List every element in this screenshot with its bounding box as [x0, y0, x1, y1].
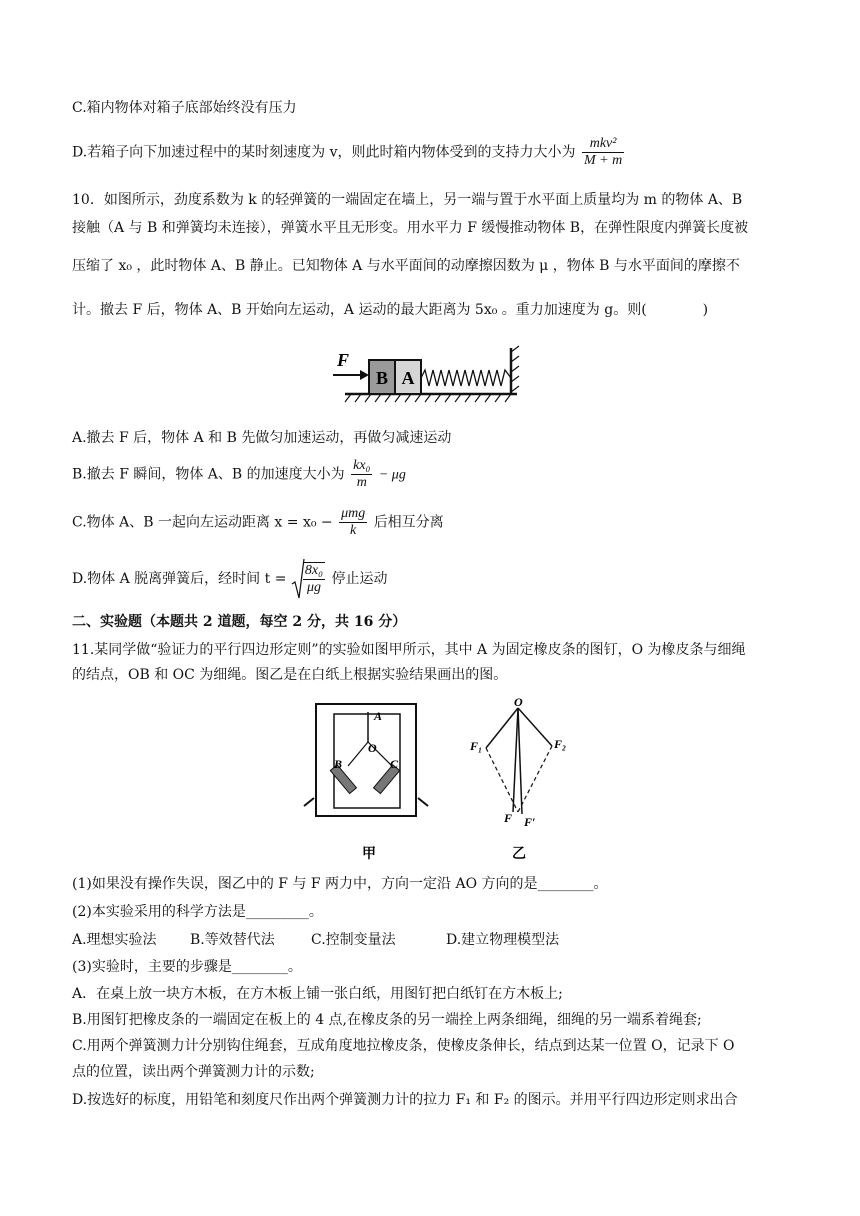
fig2-label-f1: F₁: [470, 739, 483, 753]
fig2-label-f: F: [504, 811, 513, 825]
q10-option-b: [72, 458, 406, 491]
fig1-label-a: A: [401, 368, 415, 388]
fig1-label-b: B: [375, 368, 389, 388]
q10c-numerator: μmg: [341, 506, 366, 521]
q9-option-d-text: D.若箱子向下加速过程中的某时刻速度为 v，则此时箱内物体受到的支持力大小为: [72, 144, 576, 161]
q10b-numerator: kx₀: [353, 458, 371, 473]
q11-sub-3: (3)实验时，主要的步骤是________。: [72, 959, 302, 975]
fig2-caption-jia: 甲: [362, 847, 376, 862]
step-a: A．在桌上放一块方木板，在方木板上铺一张白纸，用图钉把白纸钉在方木板上;: [72, 986, 563, 1002]
q10d-denominator: μg: [306, 580, 321, 595]
step-b: B.用图钉把橡皮条的一端固定在板上的 4 点,在橡皮条的另一端拴上两条细绳，细绳的另一端系着绳套;: [72, 1012, 702, 1028]
q10-line-1: 10．如图所示，劲度系数为 k 的轻弹簧的一端固定在墙上，另一端与置于水平面上质量均为 m 的物体 A、B: [72, 192, 743, 208]
q9d-numerator: mkv²: [582, 136, 624, 153]
q10-line-4-text: 计。撤去 F 后，物体 A、B 开始向左运动，A 运动的最大距离为 5x₀ 。重力加速度为 g。则(: [72, 302, 647, 318]
q10b-fraction: [351, 458, 372, 491]
option-d: D.建立物理模型法: [446, 932, 560, 948]
q10-line-2: 接触（A 与 B 和弹簧均未连接），弹簧水平且无形变。用水平力 F 缓慢推动物体 B，在弹性限度内弹簧长度被: [72, 220, 749, 236]
q10d-numerator: 8x₀: [304, 563, 323, 578]
q10c-suffix: 后相互分离: [373, 514, 444, 531]
fig2-label-f2: F₂: [554, 737, 567, 751]
q9d-denominator: M + m: [584, 153, 623, 168]
q9-option-d: [72, 136, 626, 169]
q10-option-c-text: C.物体 A、B 一起向左运动距离 x = x₀ −: [72, 514, 333, 531]
q10d-fraction: [303, 562, 325, 596]
q10-option-c: [72, 506, 444, 539]
q10-option-d: [72, 558, 387, 600]
option-b: B.等效替代法: [190, 932, 275, 948]
fig2-label-fprime: F′: [524, 815, 536, 829]
figure-force-experiment: [296, 696, 586, 866]
section-2-heading: 二、实验题（本题共 2 道题，每空 2 分，共 16 分）: [72, 614, 407, 630]
q10-option-d-text: D.物体 A 脱离弹簧后，经时间 t =: [72, 571, 287, 587]
q10-line-3: 压缩了 x₀ ，此时物体 A、B 静止。已知物体 A 与水平面间的动摩擦因数为 μ ，物体 B 与水平面间的摩擦不: [72, 258, 740, 274]
q10c-denominator: k: [350, 523, 357, 538]
q9d-fraction: [582, 136, 624, 169]
q11-line-2: 的结点，OB 和 OC 为细绳。图乙是在白纸上根据实验结果画出的图。: [72, 667, 508, 683]
step-d: D.按选好的标度，用铅笔和刻度尺作出两个弹簧测力计的拉力 F₁ 和 F₂ 的图示。并用平行四边形定则求出合: [72, 1092, 738, 1108]
fig2-label-b: B: [334, 757, 343, 771]
fig1-label-f: F: [337, 350, 350, 370]
figure-spring-blocks: [325, 342, 525, 408]
q10b-term: − μg: [378, 467, 406, 483]
q10-option-b-text: B.撤去 F 瞬间，物体 A、B 的加速度大小为: [72, 466, 345, 483]
step-c-line-1: C.用两个弹簧测力计分别钩住绳套，互成角度地拉橡皮条，使橡皮条伸长，结点到达某一位置 O，记录下 O: [72, 1038, 735, 1054]
q11-sub-1: (1)如果没有操作失误，图乙中的 F 与 F 两力中，方向一定沿 AO 方向的是________。: [72, 876, 608, 892]
q10-option-a: A.撤去 F 后，物体 A 和 B 先做匀加速运动，再做匀减速运动: [72, 430, 452, 446]
q10-close-paren: ): [702, 302, 709, 318]
q11-options: [72, 930, 559, 950]
fig2-label-o: O: [368, 741, 377, 755]
fig2-caption-yi: 乙: [512, 847, 526, 862]
q10c-fraction: [339, 506, 367, 539]
option-c: C.控制变量法: [311, 932, 396, 948]
fig2-label-o2: O: [514, 696, 523, 709]
q11-line-1: 11.某同学做“验证力的平行四边形定则”的实验如图甲所示，其中 A 为固定橡皮条的图钉，O 为橡皮条与细绳: [72, 642, 746, 658]
q10b-denominator: m: [356, 475, 367, 490]
q9-option-c: C.箱内物体对箱子底部始终没有压力: [72, 100, 297, 116]
fig2-label-a: A: [374, 709, 383, 723]
q11-sub-2: (2)本实验采用的科学方法是_________。: [72, 904, 323, 920]
q10-line-4: [72, 300, 708, 320]
step-c-line-2: 点的位置，读出两个弹簧测力计的示数;: [72, 1064, 315, 1080]
fig2-label-c: C: [390, 757, 399, 771]
option-a: A.理想实验法: [72, 932, 157, 948]
q10d-suffix: 停止运动: [331, 571, 388, 587]
